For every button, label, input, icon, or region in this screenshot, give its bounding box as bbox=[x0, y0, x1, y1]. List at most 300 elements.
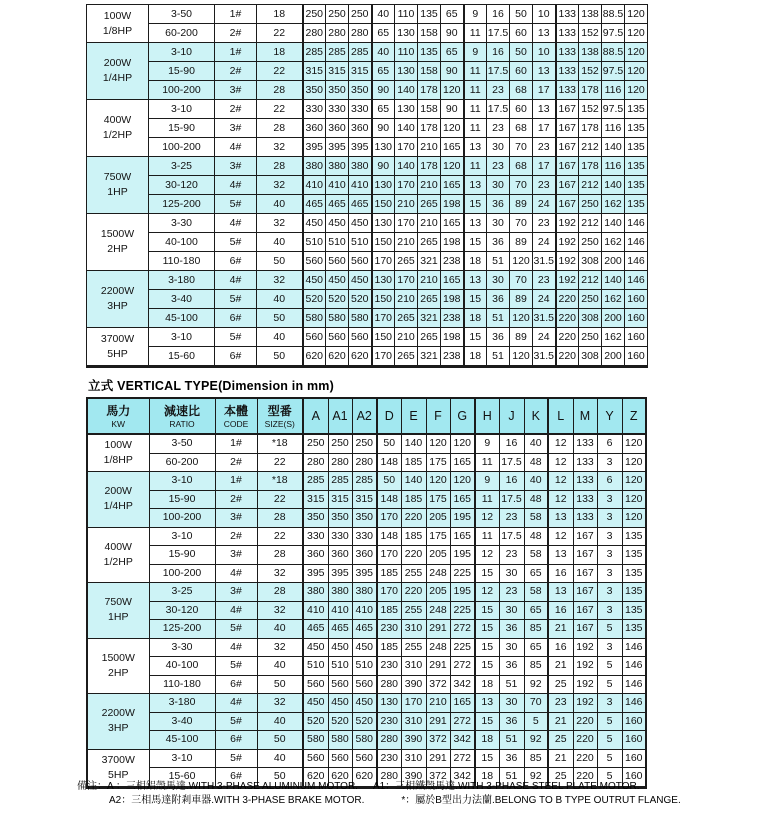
value-cell: 255 bbox=[401, 601, 426, 620]
value-cell: 170 bbox=[395, 214, 418, 233]
value-cell: 185 bbox=[401, 490, 426, 509]
value-cell: 230 bbox=[377, 620, 401, 639]
value-cell: 285 bbox=[303, 43, 326, 62]
value-cell: 265 bbox=[395, 309, 418, 328]
value-cell: 23 bbox=[533, 176, 556, 195]
value-cell: 15-90 bbox=[149, 546, 215, 565]
value-cell: 3 bbox=[597, 694, 622, 713]
value-cell: 3-40 bbox=[149, 290, 215, 309]
value-cell: 520 bbox=[326, 290, 349, 309]
value-cell: 315 bbox=[349, 62, 372, 81]
value-cell: 18 bbox=[464, 309, 487, 328]
value-cell: 15 bbox=[475, 657, 499, 676]
value-cell: 255 bbox=[401, 564, 426, 583]
footnote-asterisk: *：屬於B型出力法蘭.BELONG TO B TYPE OUTRUT FLANGE. bbox=[401, 794, 681, 806]
value-cell: *18 bbox=[257, 434, 303, 453]
value-cell: 31.5 bbox=[533, 347, 556, 367]
value-cell: 21 bbox=[548, 712, 573, 731]
value-cell: 13 bbox=[548, 546, 573, 565]
value-cell: 450 bbox=[349, 214, 372, 233]
table-row bbox=[87, 62, 648, 81]
value-cell: 3-10 bbox=[149, 527, 215, 546]
value-cell: 170 bbox=[377, 509, 401, 528]
value-cell: 310 bbox=[401, 749, 426, 768]
value-cell: 17.5 bbox=[487, 24, 510, 43]
value-cell: 10 bbox=[533, 5, 556, 24]
value-cell: 24 bbox=[533, 328, 556, 347]
value-cell: 133 bbox=[556, 5, 579, 24]
value-cell: 130 bbox=[395, 24, 418, 43]
value-cell: 40-100 bbox=[149, 233, 215, 252]
value-cell: 140 bbox=[395, 81, 418, 100]
value-cell: 36 bbox=[499, 749, 524, 768]
value-cell: 170 bbox=[401, 694, 426, 713]
value-cell: 58 bbox=[524, 583, 548, 602]
value-cell: 65 bbox=[441, 5, 464, 24]
value-cell: 24 bbox=[533, 233, 556, 252]
table-row bbox=[87, 583, 646, 602]
value-cell: 560 bbox=[352, 749, 377, 768]
value-cell: 17.5 bbox=[499, 490, 524, 509]
value-cell: 116 bbox=[602, 81, 625, 100]
value-cell: 51 bbox=[487, 252, 510, 271]
footnote-a1: A1：三相鐵殼馬達.WITH 3-PHASE STEEL PLATE MOTOR. bbox=[372, 781, 640, 792]
value-cell: 135 bbox=[622, 527, 646, 546]
value-cell: 40 bbox=[257, 620, 303, 639]
value-cell: 3-10 bbox=[149, 472, 215, 491]
table-row bbox=[87, 195, 648, 214]
value-cell: 465 bbox=[328, 620, 352, 639]
value-cell: 11 bbox=[464, 157, 487, 176]
value-cell: 6# bbox=[215, 768, 257, 788]
value-cell: 2# bbox=[215, 62, 257, 81]
value-cell: 23 bbox=[533, 214, 556, 233]
column-header: A1 bbox=[328, 398, 352, 434]
value-cell: 265 bbox=[418, 328, 441, 347]
value-cell: 150 bbox=[372, 328, 395, 347]
value-cell: 18 bbox=[475, 768, 499, 788]
value-cell: 178 bbox=[579, 119, 602, 138]
table-row bbox=[87, 157, 648, 176]
value-cell: 133 bbox=[556, 81, 579, 100]
value-cell: 3# bbox=[215, 157, 257, 176]
value-cell: 135 bbox=[622, 601, 646, 620]
value-cell: 212 bbox=[579, 176, 602, 195]
value-cell: 250 bbox=[326, 5, 349, 24]
value-cell: 165 bbox=[450, 527, 475, 546]
column-header: K bbox=[524, 398, 548, 434]
value-cell: 250 bbox=[328, 434, 352, 453]
value-cell: 178 bbox=[418, 157, 441, 176]
value-cell: 465 bbox=[303, 195, 326, 214]
value-cell: 30 bbox=[499, 638, 524, 657]
value-cell: 110 bbox=[395, 5, 418, 24]
value-cell: 3-40 bbox=[149, 712, 215, 731]
value-cell: 285 bbox=[328, 472, 352, 491]
value-cell: 60-200 bbox=[149, 24, 215, 43]
value-cell: 160 bbox=[622, 712, 646, 731]
value-cell: 120 bbox=[450, 472, 475, 491]
value-cell: 220 bbox=[556, 328, 579, 347]
value-cell: 5# bbox=[215, 749, 257, 768]
value-cell: 280 bbox=[303, 453, 328, 472]
value-cell: 70 bbox=[510, 176, 533, 195]
value-cell: 160 bbox=[625, 347, 648, 367]
vertical-type-section-title: 立式 VERTICAL TYPE(Dimension in mm) bbox=[88, 379, 334, 393]
horizontal-type-dimension-table bbox=[86, 4, 648, 368]
value-cell: 15 bbox=[464, 195, 487, 214]
value-cell: 520 bbox=[303, 290, 326, 309]
value-cell: 198 bbox=[441, 233, 464, 252]
value-cell: 15 bbox=[475, 712, 499, 731]
value-cell: 291 bbox=[426, 620, 450, 639]
value-cell: 212 bbox=[579, 138, 602, 157]
value-cell: 192 bbox=[556, 233, 579, 252]
value-cell: 120 bbox=[622, 434, 646, 453]
value-cell: 6# bbox=[215, 731, 257, 750]
value-cell: 120 bbox=[441, 119, 464, 138]
value-cell: 372 bbox=[426, 731, 450, 750]
value-cell: 16 bbox=[499, 434, 524, 453]
value-cell: 45-100 bbox=[149, 731, 215, 750]
value-cell: 120 bbox=[625, 62, 648, 81]
value-cell: 89 bbox=[510, 233, 533, 252]
value-cell: 580 bbox=[303, 731, 328, 750]
value-cell: 465 bbox=[326, 195, 349, 214]
value-cell: 380 bbox=[349, 157, 372, 176]
value-cell: 167 bbox=[573, 546, 597, 565]
value-cell: 280 bbox=[352, 453, 377, 472]
value-cell: 175 bbox=[426, 453, 450, 472]
value-cell: 390 bbox=[401, 768, 426, 788]
value-cell: 185 bbox=[377, 638, 401, 657]
value-cell: 315 bbox=[326, 62, 349, 81]
value-cell: 18 bbox=[464, 252, 487, 271]
value-cell: 146 bbox=[622, 675, 646, 694]
value-cell: 167 bbox=[556, 119, 579, 138]
value-cell: 88.5 bbox=[602, 43, 625, 62]
value-cell: 30-120 bbox=[149, 176, 215, 195]
value-cell: 40 bbox=[372, 43, 395, 62]
value-cell: 65 bbox=[372, 24, 395, 43]
value-cell: 120 bbox=[510, 347, 533, 367]
value-cell: 520 bbox=[303, 712, 328, 731]
value-cell: 140 bbox=[602, 176, 625, 195]
value-cell: 40 bbox=[257, 233, 303, 252]
value-cell: 28 bbox=[257, 509, 303, 528]
value-cell: 350 bbox=[349, 81, 372, 100]
value-cell: 3 bbox=[597, 490, 622, 509]
value-cell: 36 bbox=[499, 712, 524, 731]
value-cell: 210 bbox=[395, 233, 418, 252]
value-cell: 248 bbox=[426, 601, 450, 620]
value-cell: 88.5 bbox=[602, 5, 625, 24]
value-cell: 225 bbox=[450, 638, 475, 657]
value-cell: 70 bbox=[510, 214, 533, 233]
value-cell: 255 bbox=[401, 638, 426, 657]
value-cell: 10 bbox=[533, 43, 556, 62]
table-row bbox=[87, 214, 648, 233]
value-cell: 50 bbox=[510, 43, 533, 62]
value-cell: 450 bbox=[326, 214, 349, 233]
value-cell: 580 bbox=[352, 731, 377, 750]
value-cell: 50 bbox=[377, 472, 401, 491]
value-cell: 120 bbox=[450, 434, 475, 453]
value-cell: 5 bbox=[597, 768, 622, 788]
value-cell: 22 bbox=[257, 24, 303, 43]
value-cell: 11 bbox=[475, 527, 499, 546]
value-cell: 28 bbox=[257, 119, 303, 138]
value-cell: 170 bbox=[377, 583, 401, 602]
value-cell: 350 bbox=[326, 81, 349, 100]
value-cell: 51 bbox=[499, 768, 524, 788]
footnote-a2: A2：三相馬達附剎車器.WITH 3-PHASE BRAKE MOTOR. bbox=[109, 794, 365, 806]
value-cell: 272 bbox=[450, 620, 475, 639]
value-cell: 380 bbox=[303, 157, 326, 176]
value-cell: 11 bbox=[464, 100, 487, 119]
value-cell: 92 bbox=[524, 731, 548, 750]
value-cell: 167 bbox=[556, 157, 579, 176]
value-cell: 165 bbox=[441, 138, 464, 157]
value-cell: 36 bbox=[499, 620, 524, 639]
value-cell: 120 bbox=[426, 472, 450, 491]
value-cell: 205 bbox=[426, 509, 450, 528]
value-cell: 165 bbox=[441, 176, 464, 195]
value-cell: 450 bbox=[352, 638, 377, 657]
value-cell: 120 bbox=[625, 81, 648, 100]
value-cell: 31.5 bbox=[533, 309, 556, 328]
value-cell: 17 bbox=[533, 119, 556, 138]
value-cell: 195 bbox=[450, 509, 475, 528]
value-cell: 4# bbox=[215, 138, 257, 157]
value-cell: 167 bbox=[573, 527, 597, 546]
value-cell: 450 bbox=[349, 271, 372, 290]
value-cell: 265 bbox=[418, 195, 441, 214]
value-cell: 192 bbox=[573, 638, 597, 657]
value-cell: 560 bbox=[349, 252, 372, 271]
value-cell: 350 bbox=[303, 81, 326, 100]
value-cell: 12 bbox=[548, 434, 573, 453]
value-cell: 65 bbox=[372, 62, 395, 81]
value-cell: 158 bbox=[418, 24, 441, 43]
value-cell: 210 bbox=[395, 195, 418, 214]
value-cell: 510 bbox=[328, 657, 352, 676]
value-cell: 342 bbox=[450, 768, 475, 788]
value-cell: 185 bbox=[377, 564, 401, 583]
value-cell: 5# bbox=[215, 328, 257, 347]
value-cell: 170 bbox=[372, 252, 395, 271]
value-cell: 3-30 bbox=[149, 638, 215, 657]
value-cell: 5 bbox=[597, 731, 622, 750]
value-cell: 135 bbox=[625, 119, 648, 138]
value-cell: 450 bbox=[352, 694, 377, 713]
table-row bbox=[87, 271, 648, 290]
value-cell: 330 bbox=[303, 100, 326, 119]
value-cell: 195 bbox=[450, 546, 475, 565]
value-cell: 18 bbox=[257, 43, 303, 62]
value-cell: 265 bbox=[418, 290, 441, 309]
value-cell: 85 bbox=[524, 657, 548, 676]
value-cell: 220 bbox=[573, 749, 597, 768]
value-cell: 3-50 bbox=[149, 5, 215, 24]
value-cell: 97.5 bbox=[602, 24, 625, 43]
power-rating-cell: 200W 1/4HP bbox=[87, 43, 149, 100]
value-cell: 135 bbox=[622, 620, 646, 639]
value-cell: 12 bbox=[548, 472, 573, 491]
value-cell: 380 bbox=[352, 583, 377, 602]
value-cell: 90 bbox=[372, 157, 395, 176]
value-cell: 40 bbox=[257, 712, 303, 731]
value-cell: 15-60 bbox=[149, 768, 215, 788]
column-header: Z bbox=[622, 398, 646, 434]
vertical-type-dimension-table bbox=[86, 397, 647, 789]
column-header: 本體 CODE bbox=[215, 398, 257, 434]
value-cell: 32 bbox=[257, 138, 303, 157]
power-rating-cell: 3700W 5HP bbox=[87, 749, 149, 787]
value-cell: 30-120 bbox=[149, 601, 215, 620]
value-cell: 13 bbox=[533, 100, 556, 119]
value-cell: 30 bbox=[487, 271, 510, 290]
value-cell: 23 bbox=[499, 546, 524, 565]
value-cell: 17.5 bbox=[487, 100, 510, 119]
value-cell: 90 bbox=[441, 62, 464, 81]
value-cell: 135 bbox=[622, 564, 646, 583]
value-cell: 130 bbox=[377, 694, 401, 713]
value-cell: 410 bbox=[352, 601, 377, 620]
value-cell: 560 bbox=[326, 252, 349, 271]
value-cell: 18 bbox=[475, 731, 499, 750]
value-cell: 133 bbox=[573, 434, 597, 453]
value-cell: 580 bbox=[303, 309, 326, 328]
value-cell: 23 bbox=[487, 157, 510, 176]
value-cell: 12 bbox=[475, 509, 499, 528]
value-cell: 410 bbox=[326, 176, 349, 195]
value-cell: 160 bbox=[625, 328, 648, 347]
value-cell: 560 bbox=[349, 328, 372, 347]
value-cell: 40-100 bbox=[149, 657, 215, 676]
value-cell: 15 bbox=[475, 638, 499, 657]
value-cell: 13 bbox=[533, 24, 556, 43]
value-cell: 198 bbox=[441, 290, 464, 309]
value-cell: 50 bbox=[510, 5, 533, 24]
column-header: H bbox=[475, 398, 499, 434]
value-cell: 6 bbox=[597, 434, 622, 453]
value-cell: 23 bbox=[533, 138, 556, 157]
value-cell: 9 bbox=[464, 43, 487, 62]
value-cell: 160 bbox=[622, 749, 646, 768]
value-cell: 135 bbox=[625, 100, 648, 119]
value-cell: 580 bbox=[326, 309, 349, 328]
value-cell: 321 bbox=[418, 309, 441, 328]
table-row bbox=[87, 119, 648, 138]
value-cell: 3-10 bbox=[149, 43, 215, 62]
value-cell: 167 bbox=[573, 564, 597, 583]
value-cell: 3 bbox=[597, 638, 622, 657]
value-cell: 17.5 bbox=[499, 453, 524, 472]
value-cell: 146 bbox=[625, 271, 648, 290]
value-cell: 50 bbox=[257, 768, 303, 788]
value-cell: 16 bbox=[487, 43, 510, 62]
value-cell: 620 bbox=[349, 347, 372, 367]
value-cell: 18 bbox=[475, 675, 499, 694]
power-rating-cell: 3700W 5HP bbox=[87, 328, 149, 367]
power-rating-cell: 100W 1/8HP bbox=[87, 5, 149, 43]
value-cell: 3# bbox=[215, 583, 257, 602]
value-cell: 6# bbox=[215, 309, 257, 328]
value-cell: 11 bbox=[475, 453, 499, 472]
value-cell: 395 bbox=[303, 138, 326, 157]
table-row bbox=[87, 638, 646, 657]
value-cell: 520 bbox=[349, 290, 372, 309]
value-cell: 4# bbox=[215, 214, 257, 233]
value-cell: 60 bbox=[510, 24, 533, 43]
value-cell: 21 bbox=[548, 620, 573, 639]
value-cell: 210 bbox=[418, 271, 441, 290]
value-cell: 3-10 bbox=[149, 328, 215, 347]
table-row bbox=[87, 233, 648, 252]
power-rating-cell: 1500W 2HP bbox=[87, 638, 149, 694]
value-cell: 560 bbox=[303, 675, 328, 694]
value-cell: 210 bbox=[426, 694, 450, 713]
value-cell: 198 bbox=[441, 328, 464, 347]
value-cell: 130 bbox=[372, 138, 395, 157]
value-cell: 22 bbox=[257, 100, 303, 119]
value-cell: 48 bbox=[524, 490, 548, 509]
power-rating-cell: 2200W 3HP bbox=[87, 694, 149, 750]
value-cell: 152 bbox=[579, 62, 602, 81]
value-cell: 133 bbox=[573, 472, 597, 491]
value-cell: 167 bbox=[573, 620, 597, 639]
value-cell: 125-200 bbox=[149, 195, 215, 214]
value-cell: 280 bbox=[349, 24, 372, 43]
value-cell: 465 bbox=[349, 195, 372, 214]
value-cell: 32 bbox=[257, 271, 303, 290]
table-row bbox=[87, 509, 646, 528]
value-cell: 230 bbox=[377, 712, 401, 731]
value-cell: 167 bbox=[556, 176, 579, 195]
value-cell: 100-200 bbox=[149, 509, 215, 528]
value-cell: 200 bbox=[602, 252, 625, 271]
power-rating-cell: 1500W 2HP bbox=[87, 214, 149, 271]
value-cell: 165 bbox=[441, 271, 464, 290]
value-cell: 22 bbox=[257, 490, 303, 509]
value-cell: 17 bbox=[533, 157, 556, 176]
value-cell: 92 bbox=[524, 675, 548, 694]
value-cell: 40 bbox=[257, 290, 303, 309]
value-cell: 450 bbox=[326, 271, 349, 290]
value-cell: 120 bbox=[625, 24, 648, 43]
value-cell: 315 bbox=[303, 490, 328, 509]
value-cell: 1# bbox=[215, 43, 257, 62]
value-cell: 120 bbox=[426, 434, 450, 453]
value-cell: 560 bbox=[328, 675, 352, 694]
power-rating-cell: 100W 1/8HP bbox=[87, 434, 149, 472]
value-cell: 167 bbox=[573, 583, 597, 602]
value-cell: 5# bbox=[215, 233, 257, 252]
value-cell: 65 bbox=[372, 100, 395, 119]
value-cell: 250 bbox=[579, 328, 602, 347]
value-cell: 60 bbox=[510, 100, 533, 119]
value-cell: 5# bbox=[215, 657, 257, 676]
value-cell: 450 bbox=[303, 214, 326, 233]
value-cell: 620 bbox=[352, 768, 377, 788]
value-cell: 330 bbox=[328, 527, 352, 546]
value-cell: 285 bbox=[303, 472, 328, 491]
value-cell: 50 bbox=[257, 675, 303, 694]
value-cell: 89 bbox=[510, 195, 533, 214]
value-cell: 310 bbox=[401, 657, 426, 676]
value-cell: 165 bbox=[441, 214, 464, 233]
